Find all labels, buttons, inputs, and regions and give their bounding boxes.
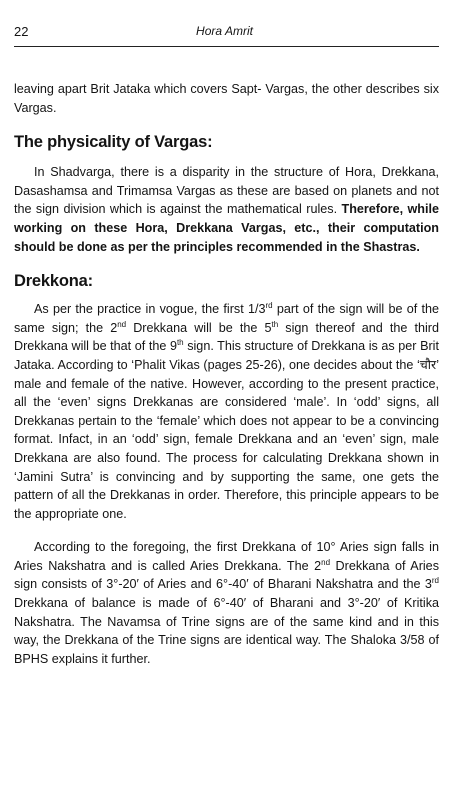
paragraph-drekkona — [14, 300, 439, 523]
paragraph-shadvarga — [14, 163, 439, 256]
text-run: sign. This structure of Drekkana is as per Brit Jataka. According to ‘Phalit Vikas (pages 25-26), one decides about the ‘चौर’ male and female of the native. However, according to the present practice, all the ‘even’ signs Drekkanas are considered ‘male’. In ‘odd’ signs, all Drekkanas pertain to the ‘female’ which does not appear to be a convincing format. Infact, in an ‘odd’ sign, female Drekkana and an ‘even’ sign, male Drekkana are also found. The process for calculating Drekkana shown in ‘Jamini Sutra’ is convincing and by supporting the same, one gets the pattern of all the Drekkanas in order. Therefore, this principle appears to be the appropriate one. — [14, 339, 439, 521]
superscript: th — [271, 319, 279, 329]
superscript: rd — [431, 576, 439, 586]
paragraph-continued: leaving apart Brit Jataka which covers Sapt- Vargas, the other describes six Vargas. — [14, 82, 439, 115]
superscript: rd — [265, 300, 273, 310]
page-number: 22 — [14, 24, 29, 39]
paragraph-shadvarga-text: In Shadvarga, there is a disparity in the structure of Hora, Drekkana, Dasashamsa and Trimamsa Vargas as these are based on planets and not the sign division which is against the mathematical rules. — [14, 165, 439, 217]
text-run: As per the practice in vogue, the first 1/3 — [34, 302, 266, 317]
text-run: According to the foregoing, the first Drekkana of 10° Aries sign falls in Aries Nakshatra and is called Aries Drekkana. The 2 — [14, 540, 439, 573]
section-heading-physicality: The physicality of Vargas: — [14, 133, 213, 152]
running-title: Hora Amrit — [196, 24, 253, 38]
page-header — [14, 24, 435, 46]
paragraph-shadvarga-bold: Therefore, while working on these Hora, Drekkana Vargas, etc., their computation should be done as per the principles recommended in the Shastras. — [14, 202, 439, 254]
superscript: nd — [321, 557, 331, 567]
paragraph-foregoing — [14, 538, 439, 668]
header-rule — [14, 46, 439, 47]
section-heading-drekkona: Drekkona: — [14, 272, 93, 291]
text-run: Drekkana of Aries sign consists of 3°-20′ of Aries and 6°-40′ of Bharani Nakshatra and the 3 — [14, 558, 439, 592]
text-run: sign thereof and the third Drekkana will be that of the 9 — [14, 320, 440, 354]
text-run: part of the sign will be of the same sign; the 2 — [14, 302, 439, 335]
page-body — [14, 80, 439, 668]
text-run: Drekkana will be the 5 — [126, 320, 272, 335]
superscript: nd — [117, 319, 127, 329]
superscript: th — [176, 338, 184, 348]
text-run: Drekkana of balance is made of 6°-40′ of Bharani and 3°-20′ of Kritika Nakshatra. The Navamsa of Trine signs are of the same kind and in this way, the Drekkana of the Trine signs are identical way. The Shaloka 3/58 of BPHS explains it further. — [14, 596, 439, 666]
